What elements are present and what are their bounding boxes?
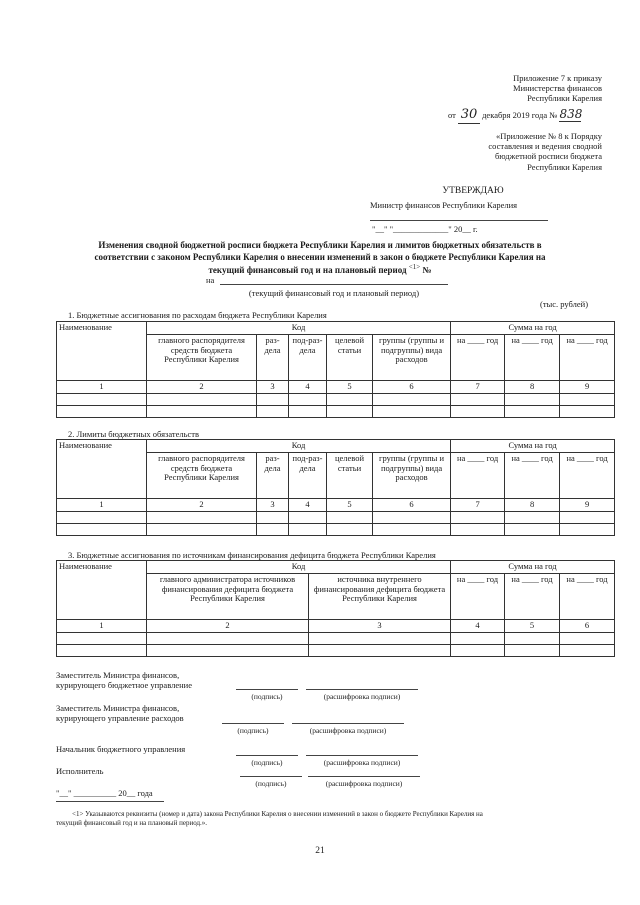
appendix-line-2: Министерства финансов	[513, 83, 602, 94]
head-decode-label: (расшифровка подписи)	[323, 758, 401, 767]
col-number: 5	[327, 380, 373, 393]
col-number: 6	[373, 498, 451, 511]
head-decode-line	[306, 755, 418, 756]
col-year-2: на ____ год	[505, 334, 560, 380]
units-label: (тыс. рублей)	[540, 299, 589, 309]
col-number: 1	[57, 498, 147, 511]
approval-position: Министр финансов Республики Карелия	[370, 200, 518, 210]
col-main-administrator: главного администратора источников финансирования дефицита бюджета Республики Карелия	[147, 573, 309, 619]
col-name-header: Наименование	[57, 440, 147, 499]
col-number: 6	[373, 380, 451, 393]
head-sign-line	[236, 755, 298, 756]
col-year-2: на ____ год	[505, 452, 560, 498]
col-subsection: под-раз-дела	[289, 452, 327, 498]
approval-title: УТВЕРЖДАЮ	[442, 186, 504, 196]
col-number: 8	[505, 498, 560, 511]
col-number: 7	[451, 380, 505, 393]
page-number: 21	[315, 846, 325, 856]
deputy1-line-1: Заместитель Министра финансов,	[56, 670, 180, 680]
col-number: 5	[327, 498, 373, 511]
col-sum-header: Сумма на год	[451, 561, 615, 574]
date-suffix: декабря 2019 года №	[482, 110, 558, 120]
footnote-line-1: <1> Указываются реквизиты (номер и дата) закона Республики Карелия о внесении изменений в закон о бюджете Республики Карелия на	[72, 810, 483, 818]
section2-heading: 2. Лимиты бюджетных обязательств	[68, 429, 200, 439]
col-number: 6	[560, 619, 615, 632]
signature-date: "__" __________ 20__ года	[56, 788, 153, 798]
deputy1-title	[56, 670, 256, 690]
table-row	[57, 405, 615, 417]
col-number: 7	[451, 498, 505, 511]
deputy1-decode-line	[306, 689, 418, 690]
title-line-2: соответствии с законом Республики Карелия о внесении изменений в закон о бюджете Республики Карелия на	[94, 251, 546, 262]
section1-heading: 1. Бюджетные ассигнования по расходам бюджета Республики Карелия	[68, 310, 327, 320]
deputy2-sign-line	[222, 723, 284, 724]
executor-title: Исполнитель	[56, 766, 104, 776]
col-number: 5	[505, 619, 560, 632]
col-year-2: на ____ год	[505, 573, 560, 619]
col-number: 4	[289, 498, 327, 511]
col-number: 3	[257, 380, 289, 393]
col-number: 3	[257, 498, 289, 511]
col-section: раз-дела	[257, 334, 289, 380]
appendix8-line-4: Республики Карелия	[527, 161, 602, 172]
col-number: 4	[289, 380, 327, 393]
col-internal-source: источника внутреннего финансирования дефицита бюджета Республики Карелия	[309, 573, 451, 619]
col-subsection: под-раз-дела	[289, 334, 327, 380]
col-number: 2	[147, 380, 257, 393]
appendix8-line-2: составления и ведения сводной	[488, 141, 602, 152]
deputy2-line-2: курирующего управление расходов	[56, 713, 184, 724]
col-code-header: Код	[147, 322, 451, 335]
date-day-handwritten: 30	[458, 107, 480, 124]
title-line-3: текущий финансовый год и на плановый период	[208, 265, 407, 276]
number-sign: №	[422, 265, 432, 276]
col-number: 2	[147, 498, 257, 511]
appendix8-line-3: бюджетной росписи бюджета	[494, 151, 602, 162]
approval-date: "__" "_____________" 20__ г.	[372, 224, 478, 234]
appendix-line-3: Республики Карелия	[527, 93, 602, 104]
col-year-1: на ____ год	[451, 334, 505, 380]
col-target-article: целевой статьи	[327, 334, 373, 380]
col-number: 1	[57, 619, 147, 632]
col-name-header: Наименование	[57, 561, 147, 620]
col-number: 9	[560, 380, 615, 393]
executor-decode-line	[308, 776, 420, 777]
executor-sign-line	[240, 776, 302, 777]
col-number: 4	[451, 619, 505, 632]
col-year-3: на ____ год	[560, 334, 615, 380]
order-date-line	[448, 107, 608, 124]
period-hint: (текущий финансовый год и плановый период)	[248, 288, 420, 298]
on-label: на	[206, 275, 215, 285]
title-line-1: Изменения сводной бюджетной росписи бюджета Республики Карелия и лимитов бюджетных обязательств в	[98, 240, 542, 250]
table-row	[57, 393, 615, 405]
deputy1-sign-label: (подпись)	[251, 692, 283, 701]
appendix-line-1: Приложение 7 к приказу	[513, 73, 602, 83]
col-expense-groups: группы (группы и подгруппы) вида расходов	[373, 334, 451, 380]
date-prefix: от	[448, 110, 456, 120]
executor-sign-label: (подпись)	[255, 779, 287, 788]
col-number: 8	[505, 380, 560, 393]
deputy2-title	[56, 703, 256, 723]
deputy1-line-2: курирующего бюджетное управление	[56, 680, 192, 691]
col-main-manager: главного распорядителя средств бюджета Республики Карелия	[147, 452, 257, 498]
col-year-1: на ____ год	[451, 573, 505, 619]
section2-table	[56, 439, 615, 536]
table-row	[57, 523, 615, 535]
appendix8-line-1: «Приложение № 8 к Порядку	[496, 131, 602, 141]
col-main-manager: главного распорядителя средств бюджета Республики Карелия	[147, 334, 257, 380]
section3-table	[56, 560, 615, 657]
col-number: 1	[57, 380, 147, 393]
col-number: 3	[309, 619, 451, 632]
executor-decode-label: (расшифровка подписи)	[325, 779, 403, 788]
table-row	[57, 511, 615, 523]
footnote	[56, 810, 616, 828]
approval-sign-line	[370, 220, 548, 221]
table-row	[57, 644, 615, 656]
head-title: Начальник бюджетного управления	[56, 744, 186, 754]
col-code-header: Код	[147, 440, 451, 453]
col-number: 2	[147, 619, 309, 632]
deputy2-decode-label: (расшифровка подписи)	[309, 726, 387, 735]
deputy1-decode-label: (расшифровка подписи)	[323, 692, 401, 701]
col-sum-header: Сумма на год	[451, 440, 615, 453]
col-sum-header: Сумма на год	[451, 322, 615, 335]
section3-heading: 3. Бюджетные ассигнования по источникам финансирования дефицита бюджета Республики Карелия	[68, 550, 436, 560]
col-year-3: на ____ год	[560, 452, 615, 498]
appendix-header	[360, 73, 602, 104]
col-target-article: целевой статьи	[327, 452, 373, 498]
deputy2-sign-label: (подпись)	[237, 726, 269, 735]
col-section: раз-дела	[257, 452, 289, 498]
col-code-header: Код	[147, 561, 451, 574]
order-number-handwritten: 838	[559, 107, 583, 121]
appendix8-block	[400, 131, 602, 172]
deputy2-line-1: Заместитель Министра финансов,	[56, 703, 180, 713]
col-year-1: на ____ год	[451, 452, 505, 498]
footnote-separator	[56, 801, 164, 802]
table-row	[57, 632, 615, 644]
footnote-line-2: текущий финансовый год и на плановый период.».	[56, 819, 208, 828]
col-number: 9	[560, 498, 615, 511]
deputy2-decode-line	[292, 723, 404, 724]
footnote-mark: <1>	[408, 263, 421, 272]
section1-table	[56, 321, 615, 418]
document-title	[50, 240, 590, 277]
col-expense-groups: группы (группы и подгруппы) вида расходов	[373, 452, 451, 498]
deputy1-sign-line	[236, 689, 298, 690]
head-sign-label: (подпись)	[251, 758, 283, 767]
col-name-header: Наименование	[57, 322, 147, 381]
title-line-3-wrap	[50, 263, 590, 277]
col-year-3: на ____ год	[560, 573, 615, 619]
period-line	[220, 284, 448, 285]
